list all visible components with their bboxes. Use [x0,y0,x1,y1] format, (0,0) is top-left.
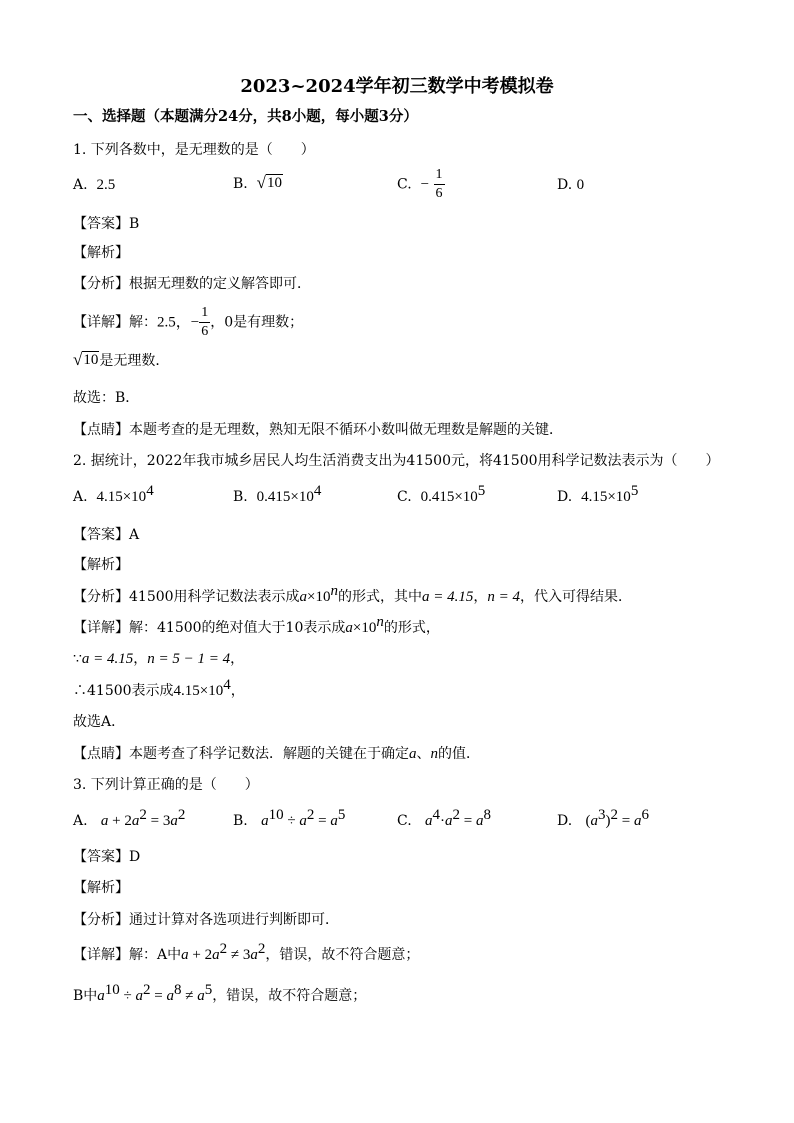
q3-option-c: C. $a^4\cdot a^2 = a^8$ [397,807,491,829]
q1-detail-line2: √ 10 是无理数． [73,350,170,369]
q3-answer: 【答案】D [73,849,141,865]
q1-analysis-label: 【解析】 [73,245,129,261]
q1-option-b: B. √ 10 [233,173,282,192]
q2-option-b: B. $0.415\times 10^4$ [233,483,322,505]
section-heading: 一、选择题（本题满分24分，共8小题，每小题3分） [73,108,418,125]
q2-option-c: C. $0.415\times 10^5$ [397,483,486,505]
q1-detail: 【详解】解：2.5，− $\frac{1}{6}$ ，0是有理数； [73,305,304,339]
q3-fenxi: 【分析】通过计算对各选项进行判断即可． [73,912,339,928]
q2-option-a: A. $4.15\times 10^4$ [73,483,154,505]
q1-comment: 【点睛】本题考查的是无理数，熟知无限不循环小数叫做无理数是解题的关键． [73,422,563,438]
q1-option-d: D. 0 [557,177,585,193]
q3-option-d: D. $(a^3)^2 = a^6$ [557,807,650,829]
sqrt-symbol: √ 10 [73,350,99,369]
q2-therefore: ∴41500表示成$4.15\times 10^4$， [73,677,245,699]
q2-comment: 【点睛】本题考查了科学记数法．解题的关键在于确定a、n的值． [73,746,480,762]
fraction: $\frac{1}{6}$ [201,305,209,339]
q3-detail: 【详解】解：A中$a + 2a^2 \ne 3a^2$，错误，故不符合题意； [73,941,420,963]
q3-detail-b: B中$a^{10} \div a^2 = a^8 \ne a^5$，错误，故不符合题意； [73,982,367,1004]
q2-answer: 【答案】A [73,527,140,543]
q1-option-c: C. − $\frac{1}{6}$ [397,167,443,201]
q1-answer: 【答案】B [73,216,140,232]
question-3-stem: 3. 下列计算正确的是（ ） [73,777,259,793]
q2-option-d: D. $4.15\times 10^5$ [557,483,639,505]
q1-option-a: A. 2.5 [73,177,116,193]
q1-fenxi: 【分析】根据无理数的定义解答即可． [73,276,311,292]
q3-option-a: A. $a + 2a^2 = 3a^2$ [73,807,186,829]
sqrt-symbol: √ 10 [256,173,282,192]
q2-because: ∵a = 4.15，n = 5 − 1 = 4， [73,651,245,667]
q3-analysis-label: 【解析】 [73,880,129,896]
q2-fenxi: 【分析】41500用科学记数法表示成$a\times 10^n$的形式，其中a = 4.15，n = 4，代入可得结果． [73,583,633,605]
page-title: 2023~2024学年初三数学中考模拟卷 [240,76,554,97]
q2-analysis-label: 【解析】 [73,557,129,573]
question-2-stem: 2. 据统计，2022年我市城乡居民人均生活消费支出为41500元，将41500用科学记数法表示为（ ） [73,453,720,469]
question-1-stem: 1. 下列各数中，是无理数的是（ ） [73,142,315,158]
q2-detail: 【详解】解：41500的绝对值大于10表示成$a\times 10^n$的形式， [73,614,440,636]
q1-choice: 故选：B． [73,390,140,406]
q2-choice: 故选A． [73,714,126,730]
fraction: $\frac{1}{6}$ [435,167,443,201]
q3-option-b: B. $a^{10} \div a^2 = a^5$ [233,807,346,829]
